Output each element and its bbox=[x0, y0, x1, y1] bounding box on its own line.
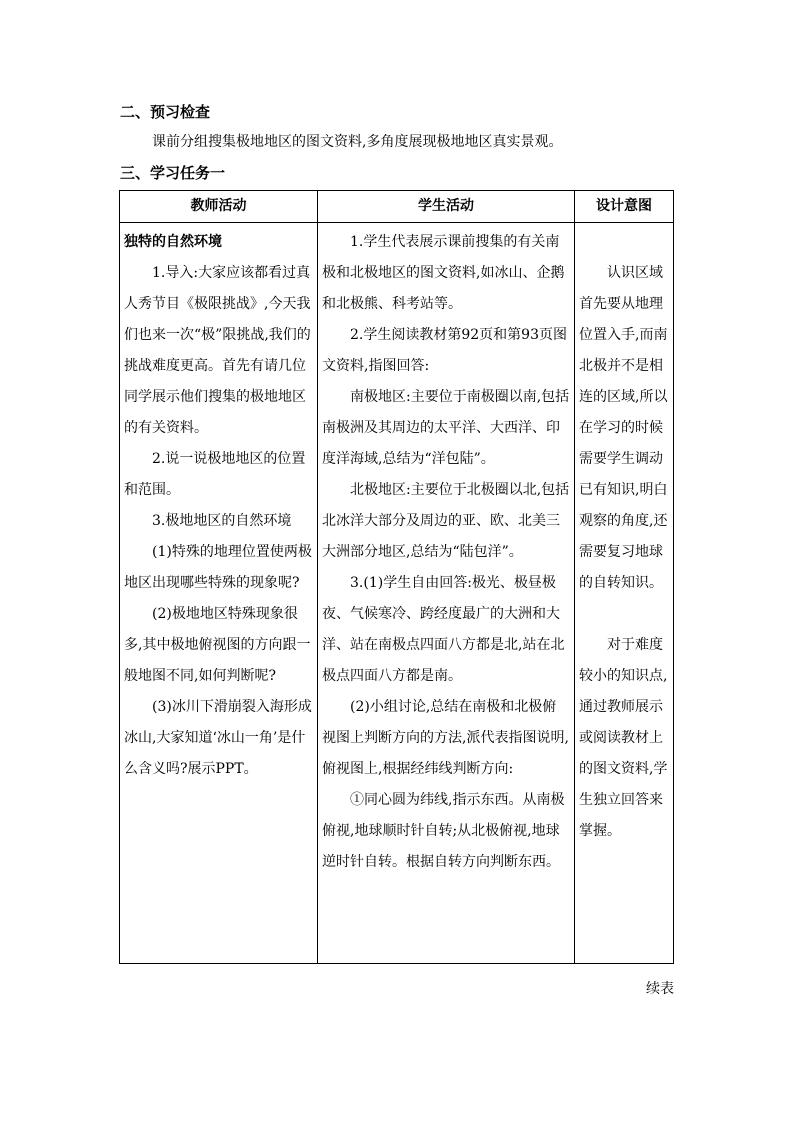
teacher-paragraph: 3.极地地区的自然环境 bbox=[152, 513, 292, 529]
student-paragraph: (2)小组讨论,总结在南极和北极俯视图上判断方向的方法,派代表指图说明,俯视图上,根据经纬线判断方向: bbox=[322, 699, 569, 777]
section2-heading: 二、预习检查 bbox=[120, 103, 211, 121]
section3-heading: 三、学习任务一 bbox=[120, 164, 226, 182]
continued-label: 续表 bbox=[646, 981, 674, 997]
teacher-paragraph: (2)极地地区特殊现象很多,其中极地俯视图的方向跟一般地图不同,如何判断呢? bbox=[124, 606, 311, 684]
learning-task-table bbox=[119, 190, 674, 964]
teacher-activity-cell bbox=[120, 223, 318, 964]
teacher-paragraph: (3)冰川下滑崩裂入海形成冰山,大家知道‘冰山一角’是什么含义吗?展示PPT。 bbox=[124, 699, 312, 777]
header-student-activity: 学生活动 bbox=[318, 191, 575, 223]
design-paragraph: 对于难度较小的知识点,通过教师展示或阅读教材上的图文资料,学生独立回答来掌握。 bbox=[579, 637, 668, 839]
student-paragraph: 北极地区:主要位于北极圈以北,包括北冰洋大部分及周边的亚、欧、北美三大洲部分地区,总结为“陆包洋”。 bbox=[322, 482, 570, 560]
student-activity-cell bbox=[318, 223, 575, 964]
student-paragraph: ①同心圆为纬线,指示东西。从南极俯视,地球顺时针自转;从北极俯视,地球逆时针自转。根据自转方向判断东西。 bbox=[322, 792, 565, 870]
student-paragraph: 1.学生代表展示课前搜集的有关南极和北极地区的图文资料,如冰山、企鹅和北极熊、科考站等。 bbox=[322, 234, 565, 312]
design-paragraph: 认识区域首先要从地理位置入手,而南北极并不是相连的区域,所以在学习的时候需要学生调动已有知识,明白观察的角度,还需要复习地球的自转知识。 bbox=[579, 265, 668, 591]
teacher-paragraph: (1)特殊的地理位置使两极地区出现哪些特殊的现象呢? bbox=[124, 544, 312, 591]
section2-text: 课前分组搜集极地地区的图文资料,多角度展现极地地区真实景观。 bbox=[152, 134, 563, 150]
student-paragraph: 2.学生阅读教材第92页和第93页图文资料,指图回答: bbox=[322, 327, 567, 374]
table-row bbox=[120, 223, 674, 964]
student-paragraph: 南极地区:主要位于南极圈以南,包括南极洲及其周边的太平洋、大西洋、印度洋海域,总结为“洋包陆”。 bbox=[322, 389, 570, 467]
table-header-row bbox=[120, 191, 674, 223]
student-paragraph: 3.(1)学生自由回答:极光、极昼极夜、气候寒冷、跨经度最广的大洲和大洋、站在南极点四面八方都是北,站在北极点四面八方都是南。 bbox=[322, 575, 565, 684]
design-intent-cell bbox=[575, 223, 674, 964]
teacher-section-title: 独特的自然环境 bbox=[124, 234, 222, 250]
header-teacher-activity: 教师活动 bbox=[120, 191, 318, 223]
teacher-paragraph: 2.说一说极地地区的位置和范围。 bbox=[124, 451, 306, 498]
header-design-intent: 设计意图 bbox=[575, 191, 674, 223]
teacher-paragraph: 1.导入:大家应该都看过真人秀节目《极限挑战》,今天我们也来一次“极”限挑战,我们的挑战难度更高。首先有请几位同学展示他们搜集的极地地区的有关资料。 bbox=[124, 265, 311, 436]
